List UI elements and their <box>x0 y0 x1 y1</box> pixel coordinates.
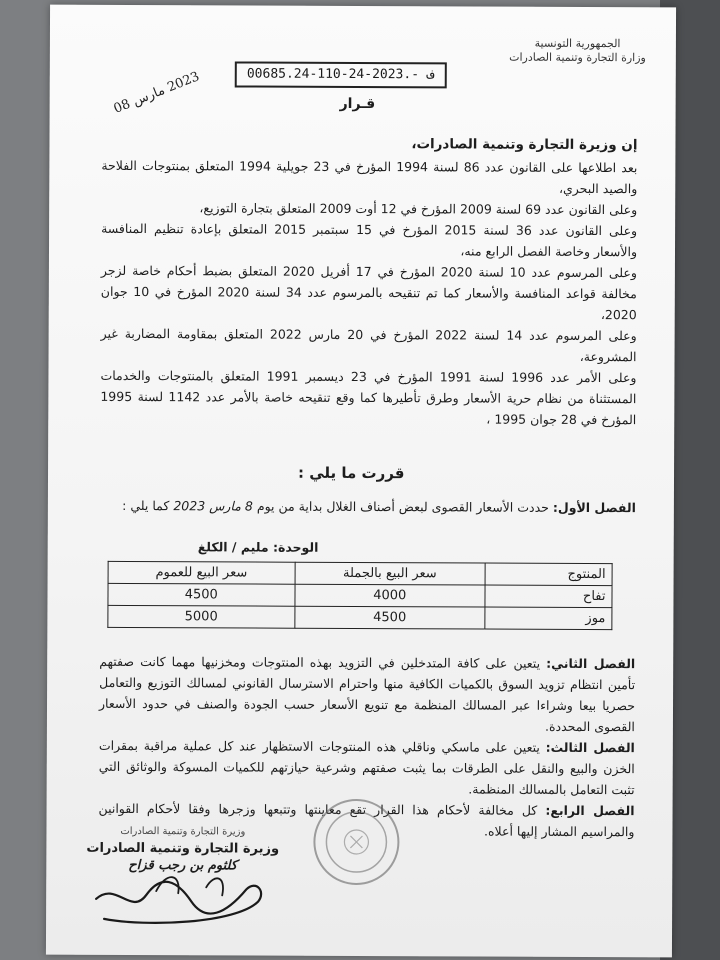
cell-wholesale: 4500 <box>294 606 485 629</box>
cell-retail: 4500 <box>108 583 295 606</box>
price-table <box>107 561 612 630</box>
article-2-label: الفصل الثاني: <box>546 655 636 672</box>
signature-stamp-line: وزيرة التجارة وتنمية الصادرات <box>120 825 246 838</box>
official-seal-stamp <box>310 796 402 888</box>
cell-product: موز <box>485 607 612 630</box>
preamble-clause: وعلى المرسوم عدد 14 لسنة 2022 المؤرخ في 20 مارس 2022 المتعلق بمقاومة المضاربة غير المشروعة، <box>100 325 637 365</box>
decree-document <box>46 5 676 958</box>
table-row <box>108 583 612 607</box>
letterhead <box>509 37 646 66</box>
header-product: المنتوج <box>485 563 612 586</box>
minister-line: إن وزيرة التجارة وتنمية الصادرات، <box>411 136 638 154</box>
article-2-text: يتعين على كافة المتدخلين في التزويد بهذه المنتوجات ومخزنيها مهما كانت صفتهم تأمين انتظام تزويد السوق بالكميات الكافية منها واحترام الاسترسال القانوني لمسالك التوزيع والتعامل حصريا بيعا وشراءا عبر المسالك المنظمة مع تنويع الأسعار حسب الجودة والصنف في حدود الأسعار القصوى المحددة. <box>98 653 636 735</box>
preamble-clause: وعلى القانون عدد 69 لسنة 2009 المؤرخ في 12 أوت 2009 المتعلق بتجارة التوزيع، <box>199 200 638 218</box>
preamble-clause: وعلى المرسوم عدد 10 لسنة 2020 المؤرخ في 17 أفريل 2020 المتعلق بضبط أحكام خاصة لزجر مخالفة قواعد المنافسة والأسعار كما تم تنقيحه بالمرسوم عدد 34 لسنة 2020 المؤرخ في 10 جوان 2020، <box>100 262 637 323</box>
header-wholesale: سعر البيع بالجملة <box>295 562 486 585</box>
cell-product: تفاح <box>485 585 612 608</box>
article-1-end: كما يلي : <box>122 497 170 514</box>
table-row <box>108 605 612 629</box>
table-header-row <box>108 561 612 585</box>
article-1-text: حددت الأسعار القصوى لبعض أصناف الغلال بداية من يوم <box>256 498 549 515</box>
article-3-text: يتعين على ماسكي وناقلي هذه المنتوجات الاستظهار عند كل عملية مراقبة بمقرات الخزن والبيع والنقل على الطرقات بما يثبت صفتهم وشرعية حيازتهم للكميات المسوكة والوثائق التي تثبت التعامل بالمسالك المنظمة. <box>98 737 635 798</box>
article-4-text: كل مخالفة لأحكام هذا القرار تقع معاينتها وتتبعها وزجرها وفقا لأحكام القوانين والمراسيم المشار إليها أعلاه. <box>98 800 635 840</box>
article-3 <box>99 735 635 800</box>
signature-title: وزيرة التجارة وتنمية الصادرات <box>86 840 280 857</box>
article-3-label: الفصل الثالث: <box>545 739 635 756</box>
preamble-clause: بعد اطلاعها على القانون عدد 86 لسنة 1994 المؤرخ في 23 جويلية 1994 المتعلق بمنتوجات الفلاحة والصيد البحري، <box>101 157 638 197</box>
article-1 <box>100 495 636 518</box>
ministry-line: وزارة التجارة وتنمية الصادرات <box>509 50 646 65</box>
preamble-clause: وعلى القانون عدد 36 لسنة 2015 المؤرخ في 15 سبتمبر 2015 المتعلق بإعادة تنظيم المنافسة والأسعار وخاصة الفصل الرابع منه، <box>101 220 638 260</box>
decided-heading: قررت ما يلي : <box>297 463 405 483</box>
cell-retail: 5000 <box>108 605 295 628</box>
article-1-label: الفصل الأول: <box>552 499 636 516</box>
republic-line: الجمهورية التونسية <box>534 36 621 51</box>
article-2 <box>99 651 635 737</box>
header-retail: سعر البيع للعموم <box>108 561 295 584</box>
cell-wholesale: 4000 <box>295 584 486 607</box>
article-1-date: 8 مارس 2023 <box>173 498 253 514</box>
signature-name: كلثوم بن رجب قزاح <box>128 857 238 874</box>
handwritten-signature <box>86 861 276 932</box>
reference-number: 00685.24-110-24-2023.- ف <box>235 61 447 88</box>
document-type-title: قـرار <box>339 95 376 113</box>
preamble <box>100 155 637 430</box>
preamble-clause: وعلى الأمر عدد 1996 لسنة 1991 المؤرخ في 23 ديسمبر 1991 المتعلق بالمنتوجات والخدمات المستثناة من نظام حرية الأسعار وطرق تأطيرها كما وقع تنقيحه خاصة بالأمر عدد 1142 لسنة 1995 المؤرخ في 28 جوان 1995 ، <box>100 367 637 428</box>
article-4-label: الفصل الرابع: <box>545 802 635 819</box>
handwritten-date: 2023 مارس 08 <box>111 69 202 117</box>
unit-label: الوحدة: مليم / الكلغ <box>197 539 319 555</box>
